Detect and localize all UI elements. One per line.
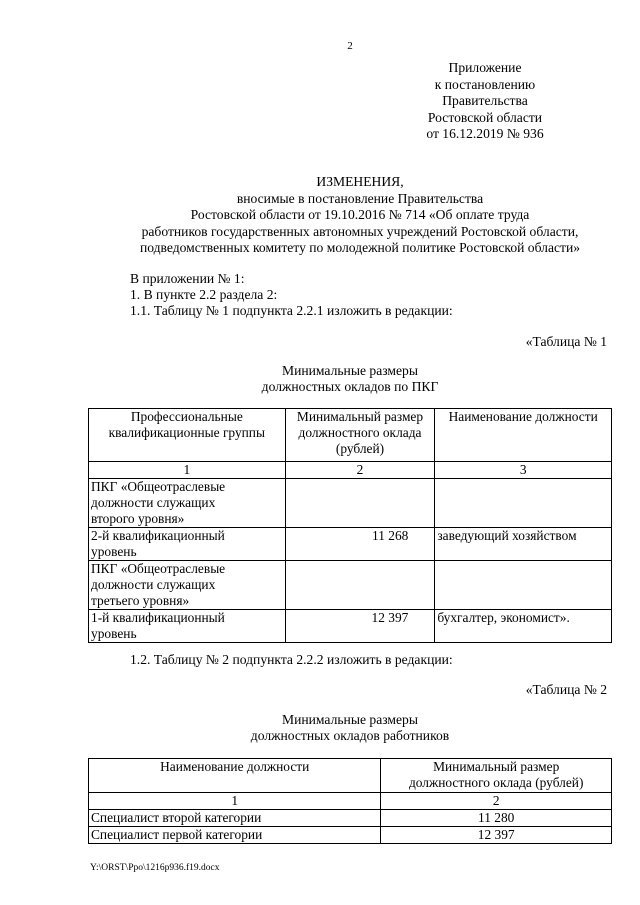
appendix-line: от 16.12.2019 № 936 [426, 126, 544, 141]
salary-cell: 12 397 [381, 827, 612, 844]
header-cell: Минимальный размер должностного оклада (рублей) [285, 409, 435, 462]
title-heading: ИЗМЕНЕНИЯ, [316, 174, 404, 189]
table1-caption-line: должностных окладов по ПКГ [261, 379, 439, 394]
intro-line-table1: 1.1. Таблицу № 1 подпункта 2.2.1 изложить в редакции: [130, 303, 453, 318]
group-cell: ПКГ «Общеотраслевые должности служащих третьего уровня» [89, 561, 286, 610]
group-cell: 1-й квалификационный уровень [89, 610, 286, 643]
salary-cell: 11 268 [285, 528, 435, 561]
table1-caption-line: Минимальные размеры [282, 363, 418, 378]
title-line: работников государственных автономных учреждений Ростовской области, [141, 223, 579, 239]
column-number-row [89, 462, 612, 479]
group-cell: ПКГ «Общеотраслевые должности служащих второго уровня» [89, 479, 286, 528]
appendix-line: Ростовской области [427, 109, 543, 125]
document-title [60, 174, 640, 257]
table2-caption-line: Минимальные размеры [282, 712, 418, 727]
position-cell: заведующий хозяйством [435, 528, 612, 561]
table-header-row [89, 759, 612, 793]
intro-line-point: 1. В пункте 2.2 раздела 2: [130, 287, 278, 302]
table2 [88, 758, 612, 844]
appendix-line: к постановлению [434, 76, 536, 92]
salary-cell [285, 479, 435, 528]
position-cell [435, 479, 612, 528]
table1-label: «Таблица № 1 [525, 334, 607, 349]
table1 [88, 408, 612, 643]
title-line: подведомственных комитету по молодежной политике Ростовской области» [139, 240, 581, 255]
column-number: 2 [381, 793, 612, 810]
title-line: Ростовской области от 19.10.2016 № 714 «Об оплате труда [190, 207, 530, 222]
table-row [89, 827, 612, 844]
salary-cell: 11 280 [381, 810, 612, 827]
header-cell: Профессиональные квалификационные группы [89, 409, 286, 462]
header-cell: Наименование должности [435, 409, 612, 462]
header-cell: Наименование должности [89, 759, 381, 793]
salary-cell: 12 397 [285, 610, 435, 643]
table-row [89, 479, 612, 528]
appendix-block [385, 60, 585, 143]
position-cell: Специалист второй категории [89, 810, 381, 827]
para-1-2: 1.2. Таблицу № 2 подпункта 2.2.2 изложить в редакции: [130, 652, 453, 667]
table2-caption-line: должностных окладов работников [250, 728, 450, 743]
title-line: вносимые в постановление Правительства [236, 190, 484, 206]
column-number: 1 [89, 793, 381, 810]
file-path-footer: Y:\ORST\Ppo\1216p936.f19.docx [90, 863, 220, 873]
appendix-line: Приложение [448, 60, 522, 75]
column-number: 1 [89, 462, 286, 479]
salary-cell [285, 561, 435, 610]
page-number: 2 [347, 40, 353, 52]
table2-label: «Таблица № 2 [525, 682, 607, 697]
position-cell: бухгалтер, экономист». [435, 610, 612, 643]
column-number: 2 [285, 462, 435, 479]
table-row [89, 561, 612, 610]
column-number-row [89, 793, 612, 810]
group-cell: 2-й квалификационный уровень [89, 528, 286, 561]
table-row [89, 528, 612, 561]
header-cell: Минимальный размер должностного оклада (рублей) [381, 759, 612, 793]
table-row [89, 610, 612, 643]
position-cell [435, 561, 612, 610]
appendix-line: Правительства [442, 93, 528, 108]
table-header-row [89, 409, 612, 462]
position-cell: Специалист первой категории [89, 827, 381, 844]
intro-line-appendix: В приложении № 1: [130, 271, 245, 286]
table-row [89, 810, 612, 827]
column-number: 3 [435, 462, 612, 479]
